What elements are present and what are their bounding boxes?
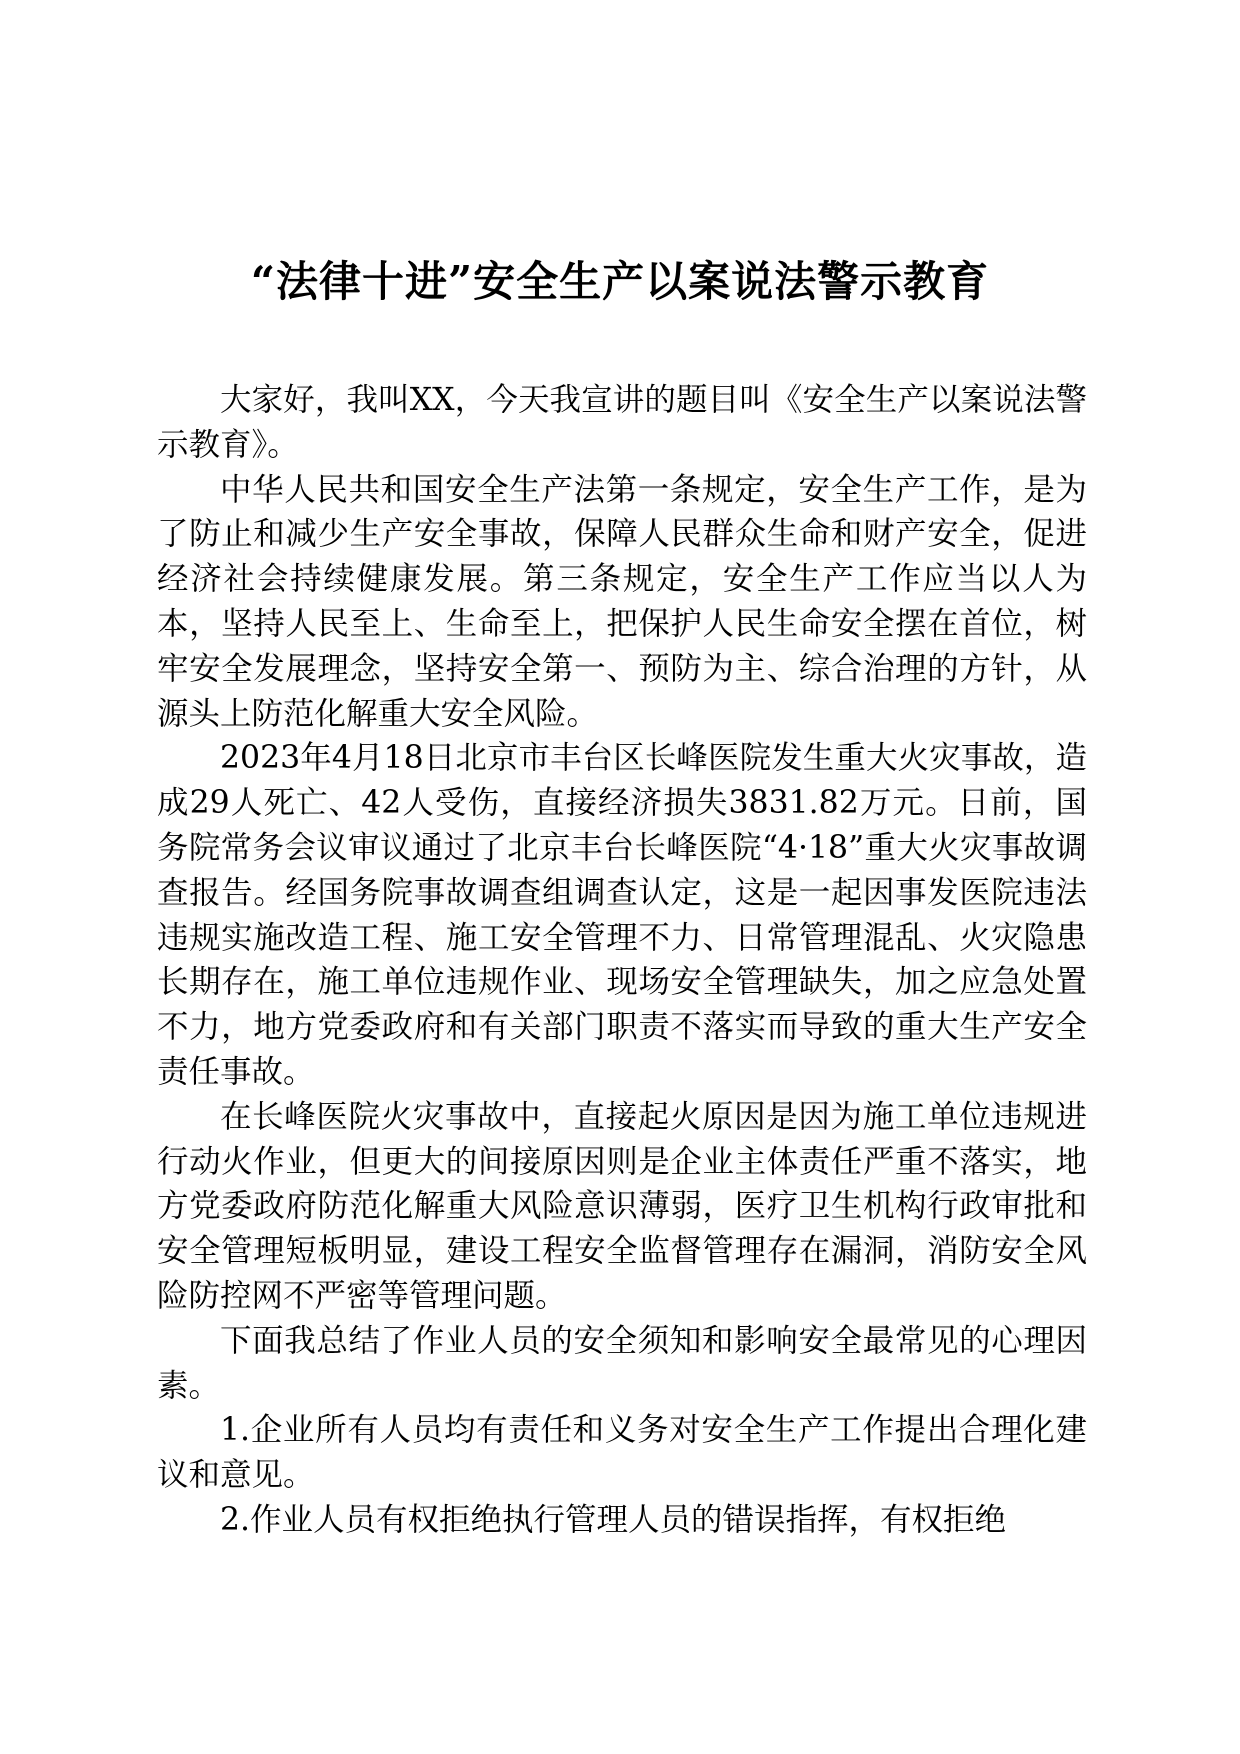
- paragraph-item-2: 2.作业人员有权拒绝执行管理人员的错误指挥，有权拒绝: [220, 1501, 1007, 1538]
- paragraph-causes: 在长峰医院火灾事故中，直接起火原因是因为施工单位违规进行动火作业，但更大的间接原因则是企业主体责任严重不落实，地方党委政府防范化解重大风险意识薄弱，医疗卫生机构行政审批和安全管理短板明显，建设工程安全监督管理存在漏洞，消防安全风险防控网不严密等管理问题。: [157, 1098, 1087, 1314]
- paragraph-greeting: 大家好，我叫XX，今天我宣讲的题目叫《安全生产以案说法警示教育》。: [157, 382, 1087, 463]
- paragraph-summary-intro: 下面我总结了作业人员的安全须知和影响安全最常见的心理因素。: [157, 1322, 1087, 1404]
- paragraph-law-articles: 中华人民共和国安全生产法第一条规定，安全生产工作，是为了防止和减少生产安全事故，保障人民群众生命和财产安全，促进经济社会持续健康发展。第三条规定，安全生产工作应当以人为本，坚持人民至上、生命至上，把保护人民生命安全摆在首位，树牢安全发展理念，坚持安全第一、预防为主、综合治理的方针，从源头上防范化解重大安全风险。: [157, 471, 1087, 732]
- document-title: “法律十进”安全生产以案说法警示教育: [250, 257, 990, 306]
- paragraph-item-1: 1.企业所有人员均有责任和义务对安全生产工作提出合理化建议和意见。: [157, 1412, 1087, 1494]
- document-body: [157, 378, 1087, 1543]
- paragraph-fire-accident: 2023年4月18日北京市丰台区长峰医院发生重大火灾事故，造成29人死亡、42人受伤，直接经济损失3831.82万元。日前，国务院常务会议审议通过了北京丰台长峰医院“4·18”重大火灾事故调查报告。经国务院事故调查组调查认定，这是一起因事发医院违法违规实施改造工程、施工安全管理不力、日常管理混乱、火灾隐患长期存在，施工单位违规作业、现场安全管理缺失，加之应急处置不力，地方党委政府和有关部门职责不落实而导致的重大生产安全责任事故。: [157, 740, 1087, 1090]
